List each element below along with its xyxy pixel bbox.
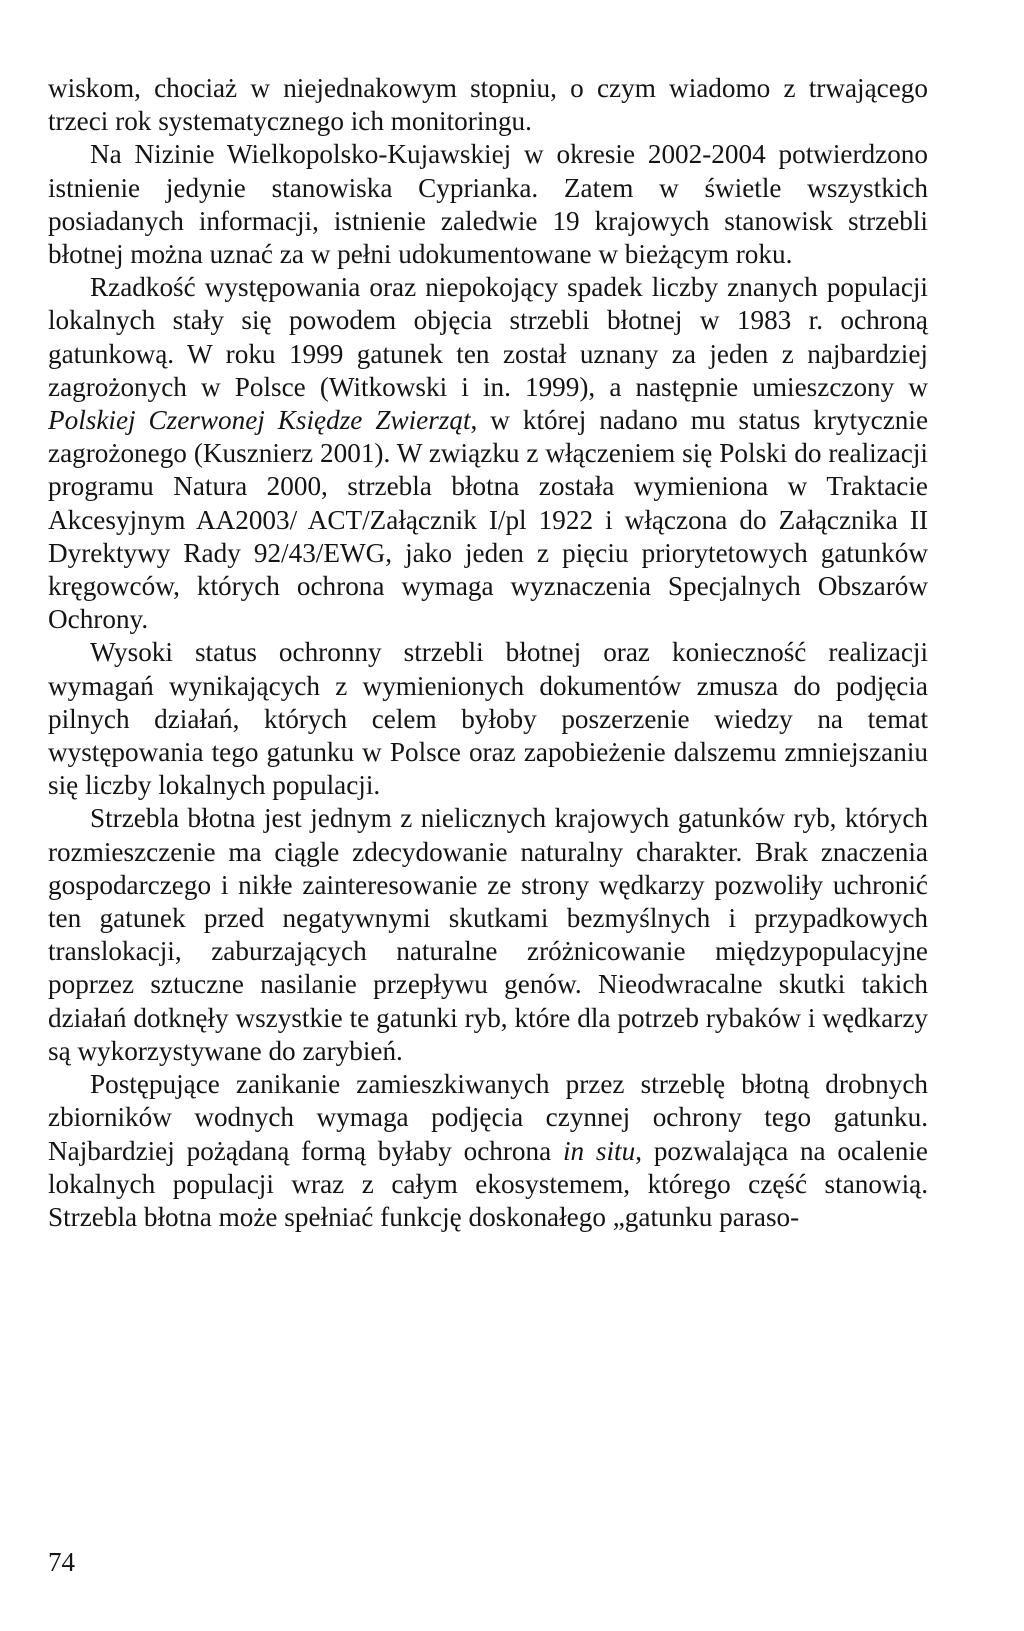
book-title-italic: Polskiej Czerwonej Księdze Zwierząt (48, 405, 471, 436)
paragraph-2 (48, 138, 928, 271)
paragraph-3-text-b: , w której nadano mu status krytycznie zagrożonego (Kusznierz 2001). W związku z włączeniem się Polski do realizacji programu Natura 2000, strzebla błotna została wymieniona w Traktacie Akcesyjnym AA2003/ ACT/Załącznik I/pl 1922 i włączona do Załącznika II Dyrektywy Rady 92/43/EWG, jako jeden z pięciu priorytetowych gatunków kręgowców, których ochrona wymaga wyznaczenia Specjalnych Obszarów Ochrony. (48, 405, 929, 635)
paragraph-4 (48, 636, 928, 802)
in-situ-italic: in situ (562, 1135, 636, 1166)
paragraph-5-text: Strzebla błotna jest jednym z nielicznych krajowych gatunków ryb, których rozmieszczenie ma ciągle zdecydowanie naturalny charakter. Brak znaczenia gospodarczego i nikłe zainteresowanie ze strony wędkarzy pozwoliły uchronić ten gatunek przed negatywnymi skutkami bezmyślnych i przypadkowych translokacji, zaburzających naturalne zróżnicowanie międzypopulacyjne poprzez sztuczne nasilanie przepływu genów. Nieodwracalne skutki takich działań dotknęły wszystkie te gatunki ryb, które dla potrzeb rybaków i wędkarzy są wykorzystywane do zarybień. (48, 803, 928, 1066)
paragraph-4-text: Wysoki status ochronny strzebli błotnej oraz konieczność realizacji wymagań wynikających z wymienionych dokumentów zmusza do podjęcia pilnych działań, których celem byłoby poszerzenie wiedzy na temat występowania tego gatunku w Polsce oraz zapobieżenie dalszemu zmniejszaniu się liczby lokalnych populacji. (48, 637, 928, 801)
page-number: 74 (48, 1547, 75, 1577)
paragraph-2-text: Na Nizinie Wielkopolsko-Kujawskiej w okresie 2002-2004 potwierdzono istnienie jedynie stanowiska Cyprianka. Zatem w świetle wszystkich posiadanych informacji, istnienie zaledwie 19 krajowych stanowisk strzebli błotnej można uznać za w pełni udokumentowane w bieżącym roku. (48, 139, 928, 270)
paragraph-5 (48, 802, 928, 1068)
paragraph-3-text-a: Rzadkość występowania oraz niepokojący spadek liczby znanych populacji lokalnych stały się powodem objęcia strzebli błotnej w 1983 r. ochroną gatunkową. W roku 1999 gatunek ten został uznany za jeden z najbardziej zagrożonych w Polsce (Witkowski i in. 1999), a następnie umieszczony w (48, 272, 928, 402)
paragraph-6-text-a: Postępujące zanikanie zamieszkiwanych przez strzeblę błotną drobnych zbiorników wodnych wymaga podjęcia czynnej ochrony tego gatunku. Najbardziej pożądaną formą byłaby ochrona (48, 1069, 928, 1166)
paragraph-1 (48, 72, 928, 138)
paragraph-6-text-b: , pozwalająca na ocalenie lokalnych populacji wraz z całym ekosystemem, którego część stanowią. Strzebla błotna może spełniać funkcję doskonałego „gatunku paraso- (48, 1135, 928, 1232)
page-body (48, 72, 928, 1234)
paragraph-6 (48, 1068, 928, 1234)
paragraph-1-text: wiskom, chociaż w niejednakowym stopniu, o czym wiadomo z trwającego trzeci rok systematycznego ich monitoringu. (48, 73, 928, 137)
paragraph-3 (48, 271, 928, 636)
